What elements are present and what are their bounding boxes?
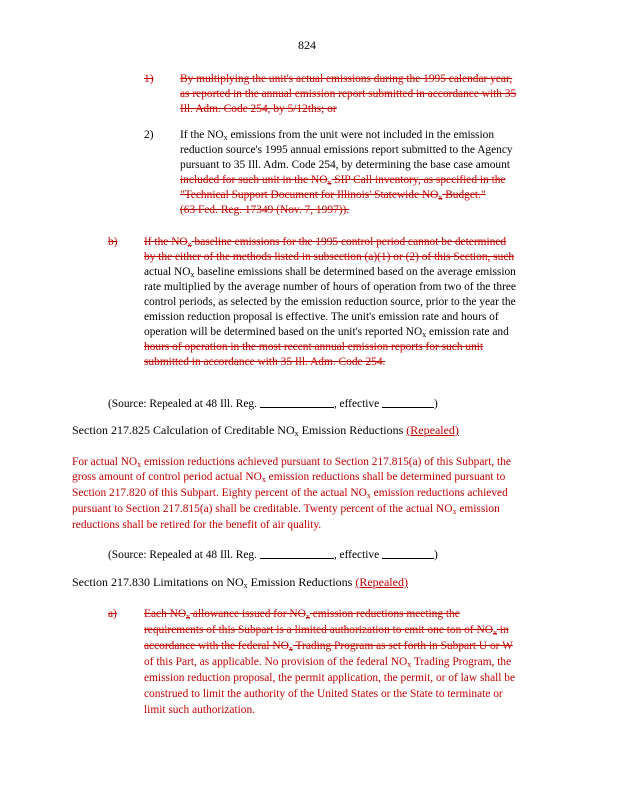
section-825-line4: pursuant to Section 217.815(a) shall be creditable. Twenty percent of the actual $NO_x$ emission xyxy=(72,503,500,516)
itemb-line3: actual $NO_x$ baseline emissions shall be determined based on the average emission xyxy=(144,266,516,279)
item830a-line2: requirements of this Subpart is a limited authorization to emit one ton of $NO_x$ in xyxy=(144,624,509,637)
item2-line3: pursuant to 35 Ill. Adm. Code 254, by determining the base case amount xyxy=(180,159,510,171)
item1-line3: Ill. Adm. Code 254, by 5/12ths; or xyxy=(180,103,337,115)
blank-register xyxy=(260,396,334,408)
item830a-line6: construed to limit the authority of the United States or the State to terminate or xyxy=(144,688,503,700)
itemb-line6: emission reduction proposal is effective. The unit's emission rate and hours of xyxy=(144,311,499,323)
itemb-label: b) xyxy=(108,236,118,248)
item1-line1: By multiplying the unit's actual emissions during the 1995 calendar year, xyxy=(180,73,513,85)
itemb-line5: control periods, as selected by the emission reduction source, prior to the year the xyxy=(144,296,516,308)
section-825-heading: Section 217.825 Calculation of Creditable $NO_x$ Emission Reductions (Repealed) xyxy=(72,423,459,438)
itemb-line2: by the either of the methods listed in subsection (a)(1) or (2) of this Section, such xyxy=(144,251,515,263)
item2-label: 2) xyxy=(144,129,154,141)
item830a-line5: emission reduction proposal, the permit application, the permit, or of law shall be xyxy=(144,672,516,684)
blank-effective xyxy=(382,396,434,408)
item830a-label: a) xyxy=(108,608,117,620)
section-825-line1: For actual $NO_x$ emission reductions achieved pursuant to Section 217.815(a) of this Subpart, the xyxy=(72,456,511,469)
section-825-line2: gross amount of control period actual $NO_x$ emission reductions shall be determined pursuant to xyxy=(72,471,506,484)
blank-register xyxy=(260,547,334,559)
item2-line5: "Technical Support Document for Illinois' Statewide $NO_x$ Budget." xyxy=(180,189,486,202)
section-825-line3: Section 217.820 of this Subpart. Eighty percent of the actual $NO_x$ emission reductions achieved xyxy=(72,487,508,500)
page-number: 824 xyxy=(298,38,316,52)
itemb-line4: rate multiplied by the average number of hours of operation from two of the three xyxy=(144,281,516,293)
item830a-line7: limit such authorization. xyxy=(144,704,256,716)
source-note-2: (Source: Repealed at 48 Ill. Reg. , effective ) xyxy=(108,549,438,561)
item1-line2: as reported in the annual emission report submitted in accordance with 35 xyxy=(180,88,517,100)
itemb-line1: If the $NO_x$ baseline emissions for the 1995 control period cannot be determined xyxy=(144,236,507,249)
source-note-1: (Source: Repealed at 48 Ill. Reg. , effective ) xyxy=(108,398,438,410)
item2-line2: reduction source's 1995 annual emissions report submitted to the Agency xyxy=(180,144,513,156)
itemb-line9: submitted in accordance with 35 Ill. Adm. Code 254. xyxy=(144,356,386,368)
blank-effective xyxy=(382,547,434,559)
item830a-line3: accordance with the federal $NO_x$ Trading Program as set forth in Subpart U or W xyxy=(144,640,513,653)
item2-line1: If the $NO_x$ emissions from the unit were not included in the emission xyxy=(180,129,495,142)
item2-line4: included for such unit in the $NO_x$ SIP Call inventory, as specified in the xyxy=(180,174,506,187)
item830a-line4: of this Part, as applicable. No provision of the federal $NO_x$ Trading Program, the xyxy=(144,656,512,669)
item1-label: 1) xyxy=(144,73,154,85)
itemb-line8: hours of operation in the most recent annual emission reports for such unit xyxy=(144,341,484,353)
section-830-heading: Section 217.830 Limitations on $NO_x$ Emission Reductions (Repealed) xyxy=(72,575,408,590)
item2-line6: (63 Fed. Reg. 17349 (Nov. 7, 1997)). xyxy=(180,204,350,216)
item830a-line1: Each $NO_x$ allowance issued for $NO_x$ emission reductions meeting the xyxy=(144,608,460,621)
section-825-line5: reductions shall be retired for the benefit of air quality. xyxy=(72,519,322,531)
itemb-line7: operation will be determined based on the unit's reported $NO_x$ emission rate and xyxy=(144,326,509,339)
